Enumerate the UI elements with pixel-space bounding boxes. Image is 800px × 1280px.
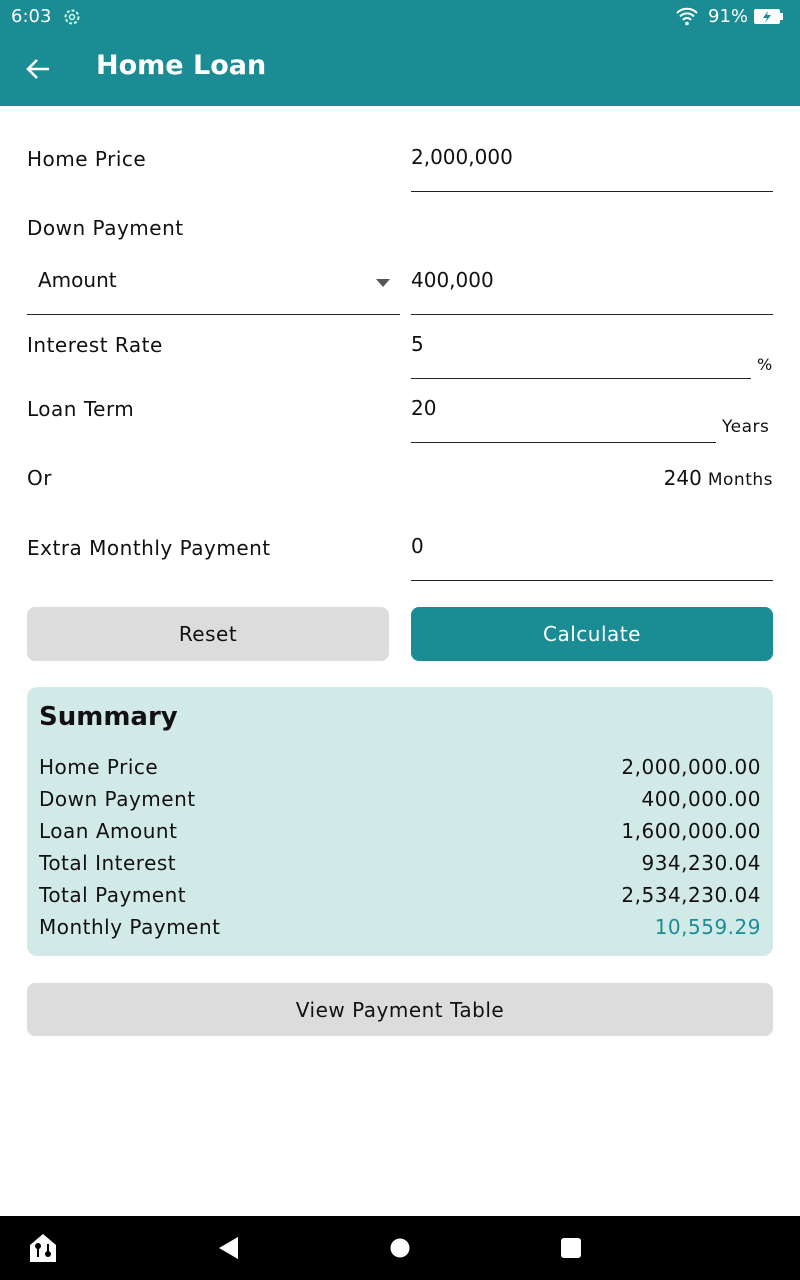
back-arrow-icon[interactable] [25, 57, 51, 81]
loan-term-label: Loan Term [27, 397, 135, 421]
summary-row-home-price [39, 755, 761, 779]
monthly-payment-value: 10,559.29 [654, 915, 761, 939]
loan-term-months [664, 466, 773, 490]
view-payment-table-button[interactable]: View Payment Table [27, 983, 773, 1036]
summary-label: Monthly Payment [39, 915, 221, 939]
summary-label: Total Interest [39, 851, 177, 875]
status-bar [0, 0, 800, 34]
battery-percent: 91% [708, 6, 749, 27]
summary-label: Down Payment [39, 787, 196, 811]
summary-row-total-payment [39, 883, 761, 907]
summary-value: 400,000.00 [641, 787, 761, 811]
summary-row-loan-amount [39, 819, 761, 843]
navigation-bar [0, 1216, 800, 1280]
summary-row-monthly-payment [39, 915, 761, 939]
loan-term-input[interactable] [411, 396, 716, 443]
settings-icon [62, 7, 82, 27]
extra-monthly-label: Extra Monthly Payment [27, 536, 271, 560]
battery-charging-icon [754, 9, 784, 24]
home-price-label: Home Price [27, 147, 147, 171]
summary-label: Home Price [39, 755, 159, 779]
app-bar [0, 34, 800, 106]
extra-monthly-input[interactable] [411, 534, 773, 581]
summary-value: 2,534,230.04 [621, 883, 761, 907]
app-home-icon[interactable] [29, 1233, 57, 1263]
page-title: Home Loan [96, 50, 267, 81]
recents-icon[interactable] [561, 1238, 581, 1258]
years-unit: Years [722, 417, 770, 437]
loan-term-value: 20 [411, 396, 437, 420]
summary-value: 1,600,000.00 [621, 819, 761, 843]
home-price-input[interactable] [411, 145, 773, 192]
reset-button[interactable]: Reset [27, 607, 389, 661]
down-payment-type-dropdown[interactable] [27, 268, 400, 315]
calculate-button[interactable]: Calculate [411, 607, 773, 661]
down-payment-type-value: Amount [38, 268, 117, 292]
summary-title: Summary [39, 702, 178, 732]
extra-monthly-value: 0 [411, 534, 424, 558]
interest-rate-value: 5 [411, 332, 424, 356]
back-icon[interactable] [219, 1237, 239, 1259]
down-payment-value: 400,000 [411, 268, 494, 292]
interest-rate-label: Interest Rate [27, 333, 163, 357]
months-unit: Months [707, 470, 773, 490]
or-label: Or [27, 466, 52, 490]
summary-value: 2,000,000.00 [621, 755, 761, 779]
summary-label: Total Payment [39, 883, 187, 907]
months-value: 240 [663, 466, 702, 490]
summary-value: 934,230.04 [641, 851, 761, 875]
down-payment-label: Down Payment [27, 216, 184, 240]
interest-rate-input[interactable] [411, 332, 751, 379]
percent-unit: % [757, 355, 773, 374]
status-time: 6:03 [11, 6, 52, 27]
home-price-value: 2,000,000 [411, 145, 513, 169]
summary-row-total-interest [39, 851, 761, 875]
home-icon[interactable] [390, 1238, 410, 1258]
summary-row-down-payment [39, 787, 761, 811]
summary-card [27, 687, 773, 956]
summary-label: Loan Amount [39, 819, 178, 843]
dropdown-arrow-icon [376, 279, 390, 287]
wifi-icon [675, 6, 699, 26]
down-payment-input[interactable] [411, 268, 773, 315]
